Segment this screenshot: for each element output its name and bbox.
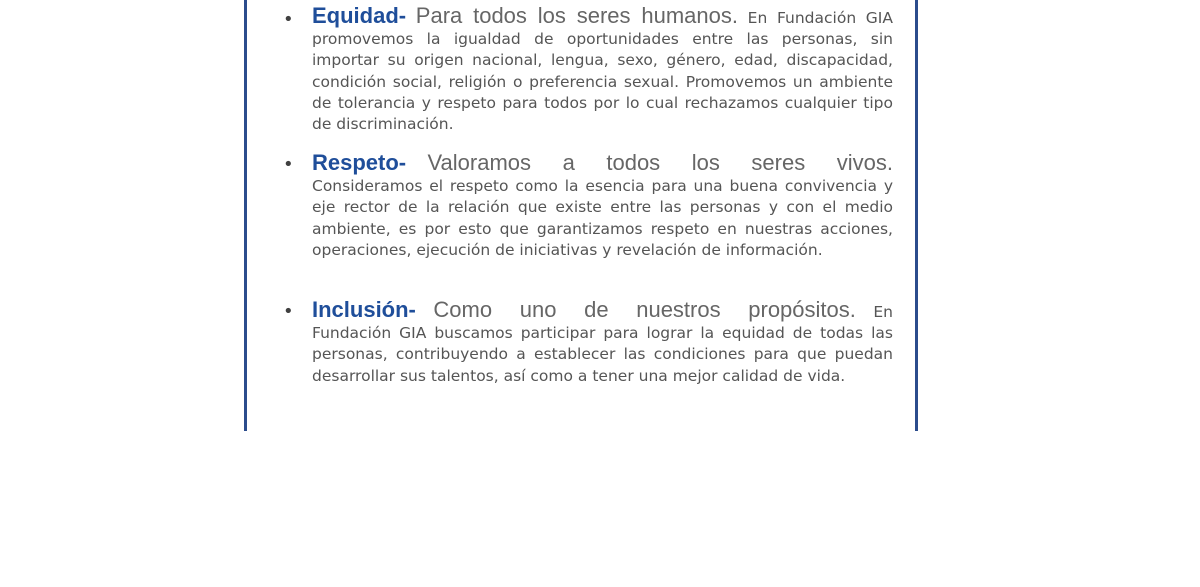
value-term: Inclusión- bbox=[312, 297, 416, 322]
value-lead: Valoramos a todos los seres vivos. bbox=[427, 150, 893, 175]
value-description: Consideramos el respeto como la esencia para una buena convivencia y eje rector de la relación que existe entre las personas y con el medio ambiente, es por esto que garantizamos respeto en nuestras acciones, operaciones, ejecución de iniciativas y revelación de información. bbox=[312, 177, 893, 259]
value-lead: Para todos los seres humanos. bbox=[415, 3, 738, 28]
bullet-icon: • bbox=[283, 9, 294, 30]
value-description: En Fundación GIA promovemos la igualdad de oportunidades entre las personas, sin importar su origen nacional, lengua, sexo, género, edad, discapacidad, condición social, religión o preferencia sexual. Promovemos un ambiente de tolerancia y respeto para todos por lo cual rechazamos cualquier tipo de discriminación. bbox=[312, 9, 893, 134]
bullet-icon: • bbox=[283, 154, 294, 175]
bullet-icon: • bbox=[283, 301, 294, 322]
value-item-respeto bbox=[312, 152, 893, 261]
value-term: Equidad- bbox=[312, 3, 407, 28]
value-description: En Fundación GIA buscamos participar para lograr la equidad de todas las personas, contribuyendo a establecer las condiciones para que puedan desarrollar sus talentos, así como a tener una mejor calidad de vida. bbox=[312, 303, 893, 385]
value-term: Respeto- bbox=[312, 150, 407, 175]
value-item-inclusion bbox=[312, 299, 893, 387]
value-lead: Como uno de nuestros propósitos. bbox=[433, 297, 856, 322]
value-item-equidad bbox=[312, 5, 893, 135]
